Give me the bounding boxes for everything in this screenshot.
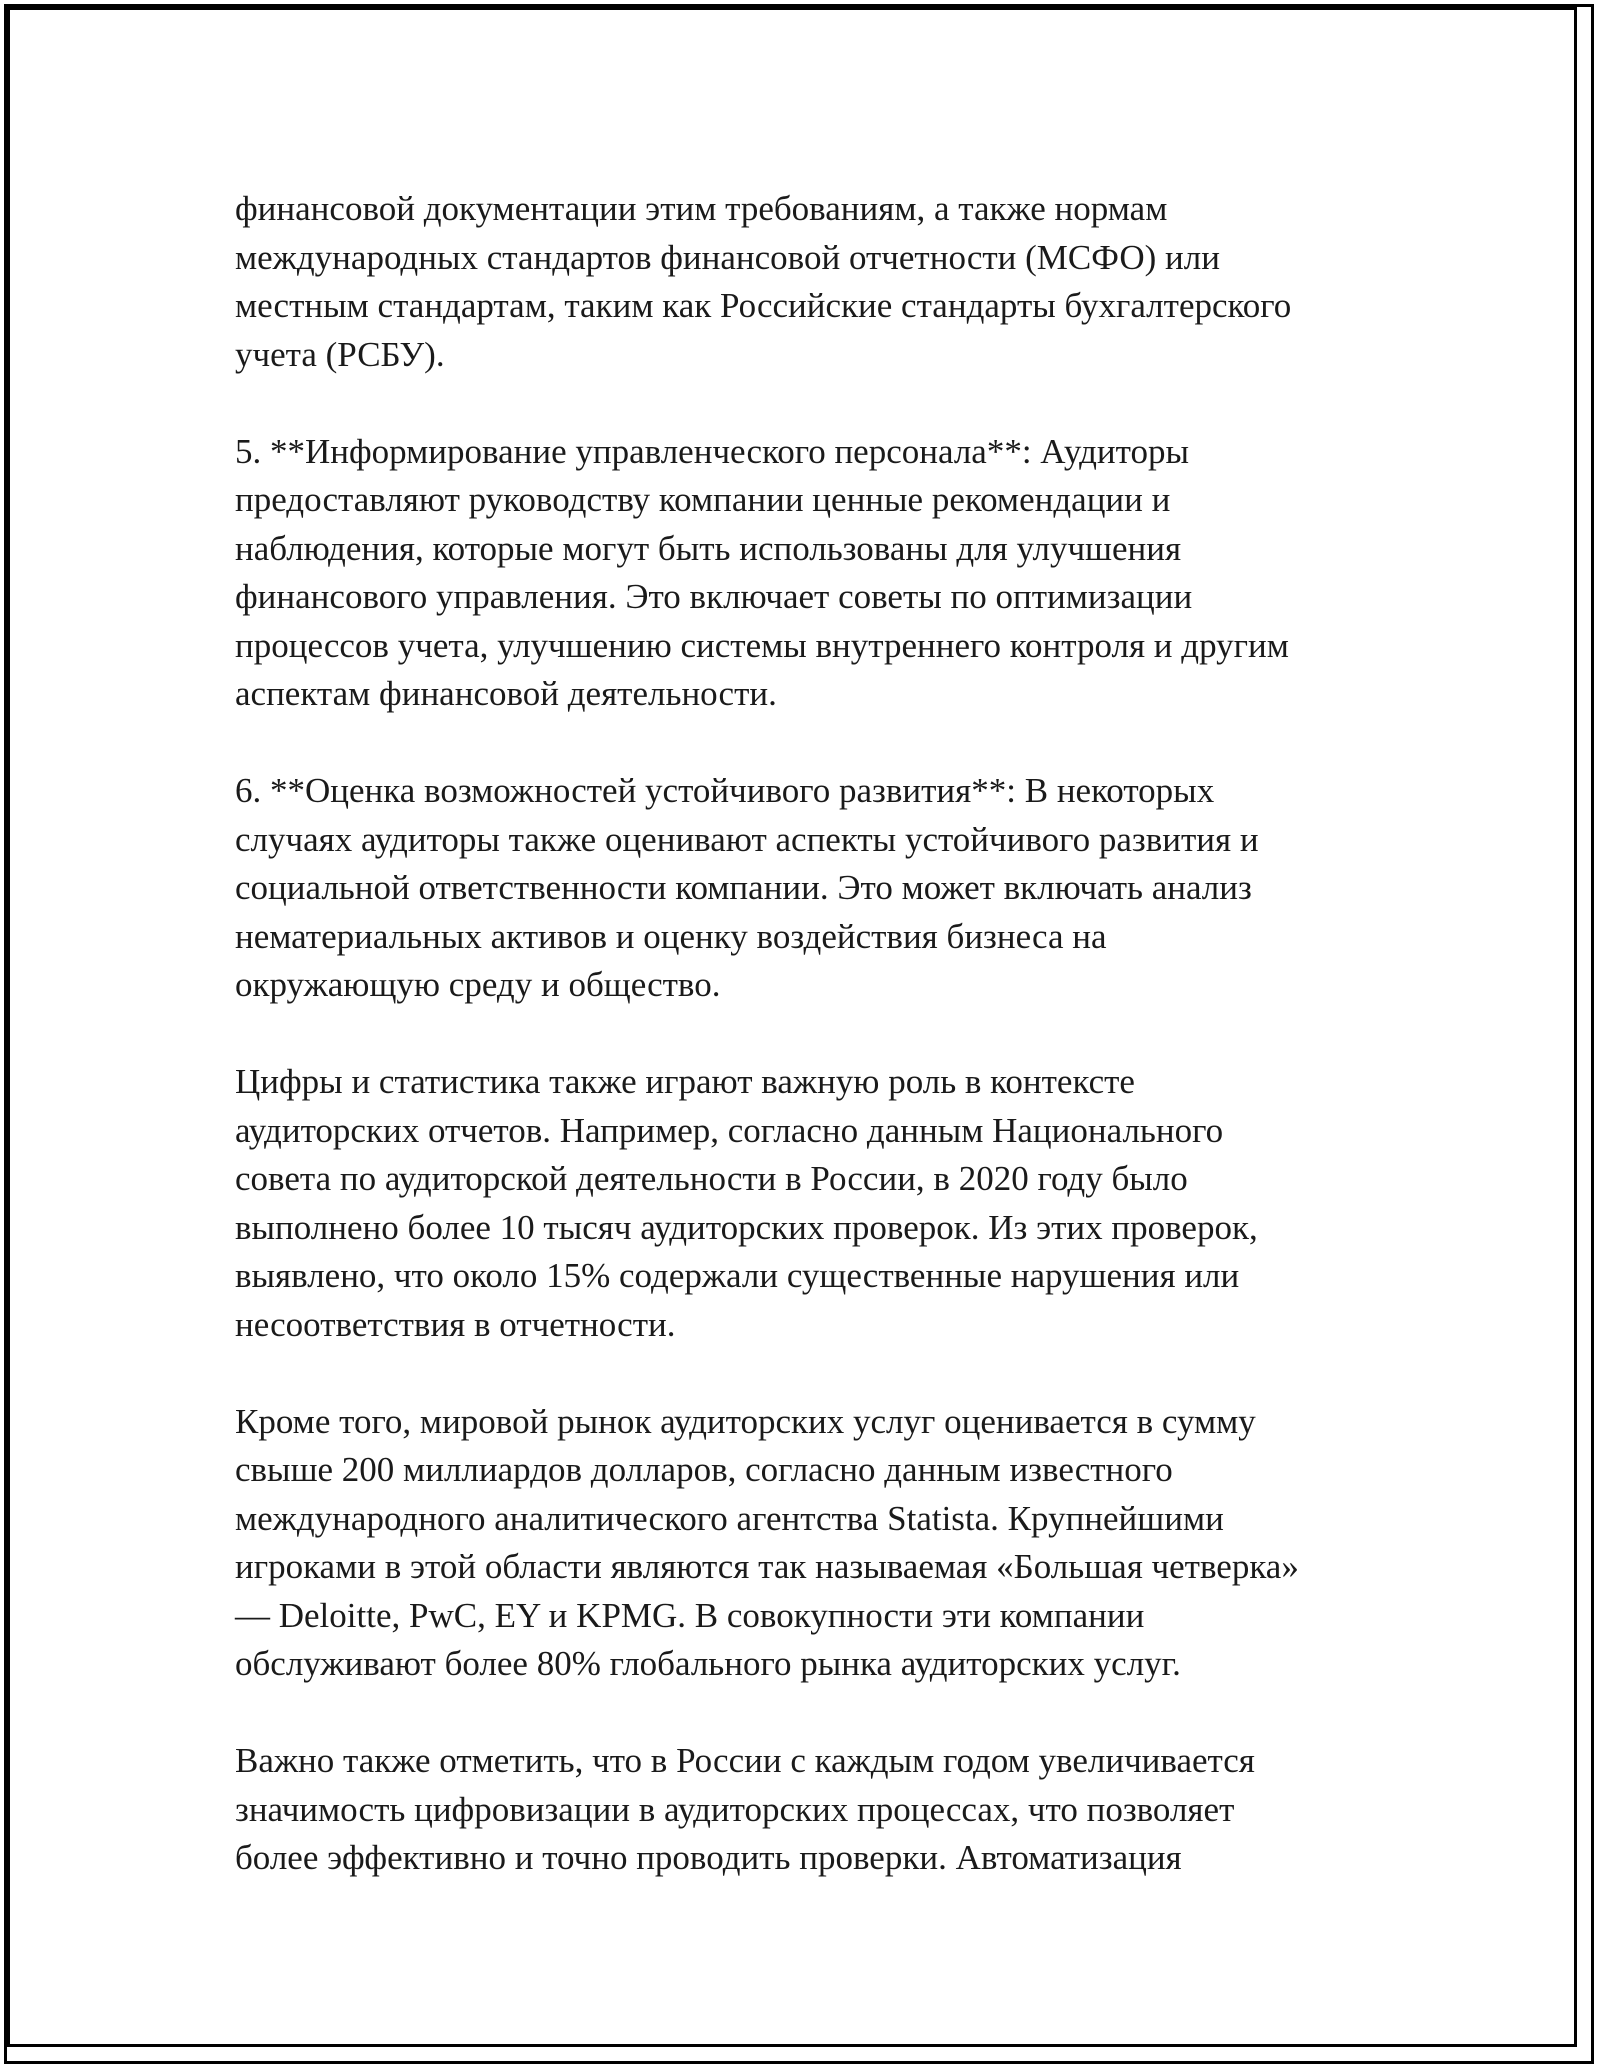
paragraph-item-5-management-informing: 5. **Информирование управленческого персонала**: Аудиторы предоставляют руководству компании ценные рекомендации и наблюдения, которые могут быть использованы для улучшения финансового управления. Это включает советы по оптимизации процессов учета, улучшению системы внутреннего контроля и другим аспектам финансовой деятельности. bbox=[235, 431, 1289, 713]
paragraph-statistics: Цифры и статистика также играют важную роль в контексте аудиторских отчетов. Например, согласно данным Национального совета по аудиторской деятельности в России, в 2020 году было выполнено более 10 тысяч аудиторских проверок. Из этих проверок, выявлено, что около 15% содержали существенные нарушения или несоответствия в отчетности. bbox=[235, 1062, 1258, 1344]
document-body bbox=[235, 185, 1365, 1883]
paragraph-item-6-sustainability: 6. **Оценка возможностей устойчивого развития**: В некоторых случаях аудиторы также оценивают аспекты устойчивого развития и социальной ответственности компании. Это может включать анализ нематериальных активов и оценку воздействия бизнеса на окружающую среду и общество. bbox=[235, 771, 1259, 1004]
paragraph-standards: финансовой документации этим требованиям, а также нормам международных стандартов финансовой отчетности (МСФО) или местным стандартам, таким как Российские стандарты бухгалтерского учета (РСБУ). bbox=[235, 189, 1292, 374]
paragraph-global-market: Кроме того, мировой рынок аудиторских услуг оценивается в сумму свыше 200 миллиардов долларов, согласно данным известного международного аналитического агентства Statista. Крупнейшими игроками в этой области являются так называемая «Большая четверка» — Deloitte, PwC, EY и KPMG. В совокупности эти компании обслуживают более 80% глобального рынка аудиторских услуг. bbox=[235, 1401, 1299, 1683]
paragraph-digitalization: Важно также отметить, что в России с каждым годом увеличивается значимость цифровизации в аудиторских процессах, что позволяет более эффективно и точно проводить проверки. Автоматизация bbox=[235, 1741, 1255, 1877]
